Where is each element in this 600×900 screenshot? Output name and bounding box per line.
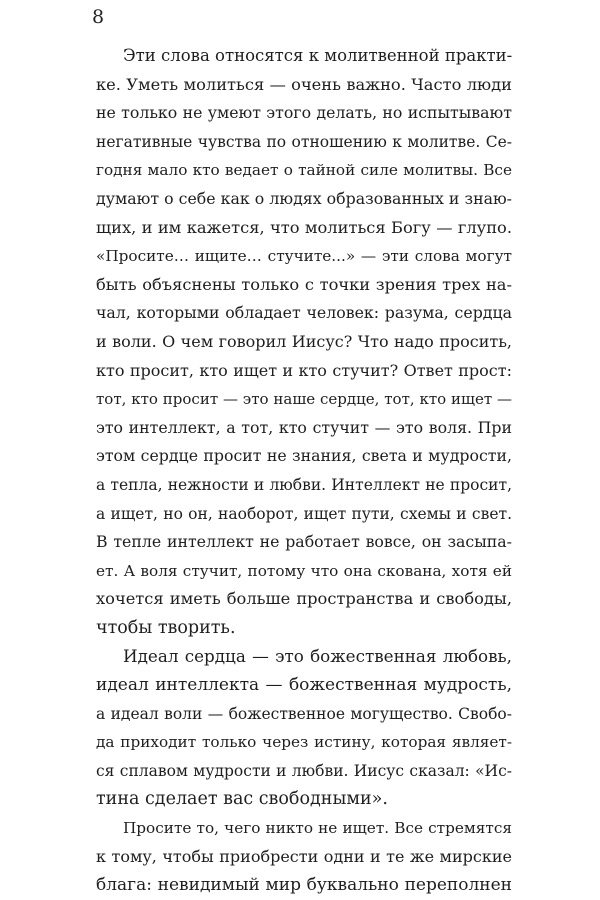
text-line: чал, которыми обладает человек: разума, сердца — [96, 303, 512, 323]
text-line: да приходит только через истину, которая являет- — [96, 733, 512, 752]
text-line: этом сердце просит не знания, света и мудрости, — [96, 446, 512, 466]
body-text — [96, 42, 512, 900]
page-number: 8 — [92, 6, 105, 28]
text-line: тина сделает вас свободными». — [96, 789, 388, 810]
text-line: чтобы творить. — [96, 617, 236, 638]
text-line: Эти слова относятся к молитвенной практи- — [123, 46, 513, 65]
text-line: не только не умеют этого делать, но испытывают — [96, 103, 512, 123]
text-line: быть объяснены только с точки зрения трех на- — [96, 274, 512, 294]
text-line: а ищет, но он, наоборот, ищет пути, схемы и свет. — [96, 504, 512, 523]
paragraph-2 — [96, 642, 512, 814]
paragraph-1 — [96, 42, 512, 642]
text-line: а тепла, нежности и любви. Интеллект не просит, — [96, 475, 512, 494]
text-line: годня мало кто ведает о тайной силе молитвы. Все — [96, 161, 512, 180]
text-line: а идеал воли — божественное могущество. Свобо- — [96, 704, 512, 723]
text-line: ет. А воля стучит, потому что она скована, хотя ей — [96, 561, 512, 580]
text-line: Просите то, чего никто не ищет. Все стремятся — [123, 819, 512, 838]
text-line: щих, и им кажется, что молиться Богу — глупо. — [96, 217, 512, 237]
text-line: негативные чувства по отношению к молитве. Се- — [96, 132, 512, 151]
text-line: тот, кто просит — это наше сердце, тот, кто ищет — — [96, 390, 512, 409]
text-line: идеал интеллекта — божественная мудрость, — [96, 675, 512, 696]
text-line: к тому, чтобы приобрести одни и те же мирские — [96, 846, 512, 866]
text-line: думают о себе как о людях образованных и знаю- — [96, 188, 512, 208]
text-line: «Просите… ищите… стучите...» — эти слова могут — [96, 247, 512, 266]
text-line: блага: невидимый мир буквально переполнен — [96, 875, 512, 896]
text-line: ке. Уметь молиться — очень важно. Часто люди — [96, 74, 512, 94]
text-line: кто просит, кто ищет и кто стучит? Ответ прост: — [96, 360, 512, 380]
text-line: и воли. О чем говорил Иисус? Что надо просить, — [96, 331, 512, 351]
text-line: ся сплавом мудрости и любви. Иисус сказал: «Ис- — [96, 761, 512, 780]
text-line: это интеллект, а тот, кто стучит — это воля. При — [96, 417, 512, 437]
text-line: Идеал сердца — это божественная любовь, — [123, 646, 512, 667]
paragraph-3 — [96, 814, 512, 900]
text-line: хочется иметь больше пространства и свободы, — [96, 589, 512, 609]
text-line: В тепле интеллект не работает вовсе, он засыпа- — [96, 532, 512, 552]
